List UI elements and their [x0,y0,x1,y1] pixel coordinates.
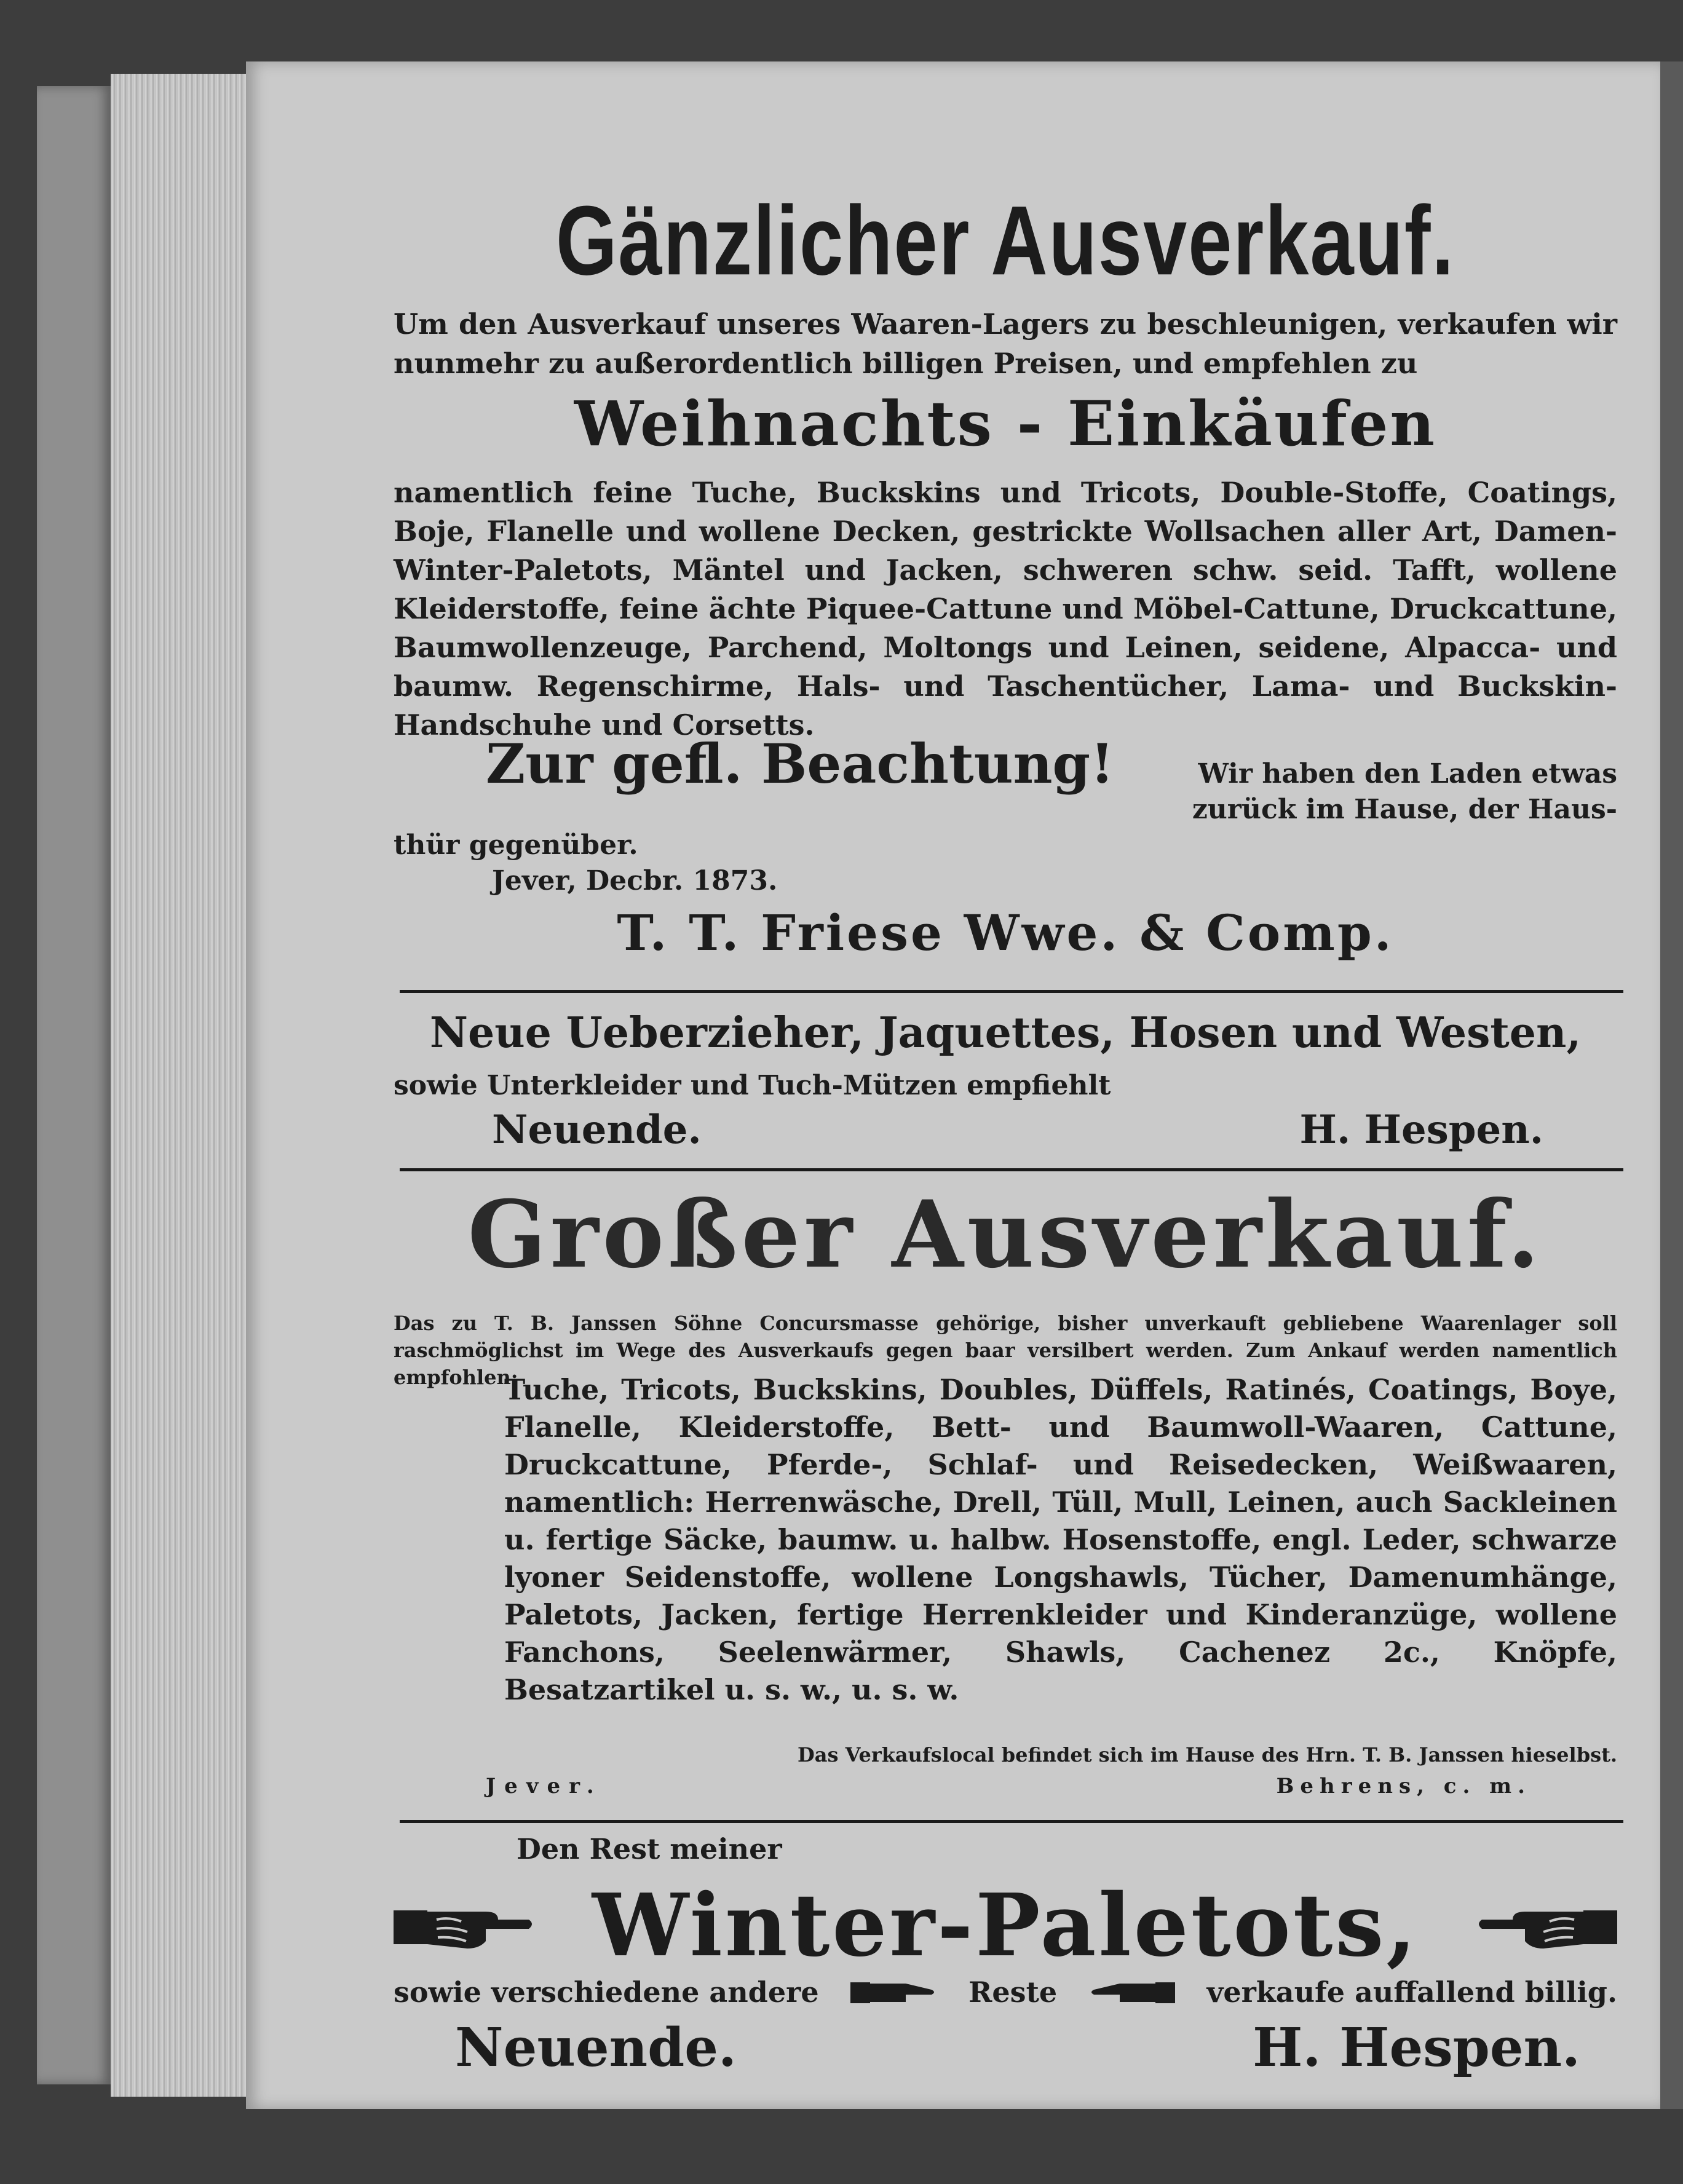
ad3-intro: Das zu T. B. Janssen Söhne Concursmasse gehörige, bisher unverkauft gebliebene Waarenlager soll raschmöglichst im Wege des Ausverkaufs gegen baar versilbert werden. Zum Ankauf werden namentlich empfohlen: [394,1312,1617,1389]
ad1-headline: Gänzlicher Ausverkauf. [556,186,1455,296]
ad4-line-mid: Reste [968,1976,1058,2009]
ad1-notice-text-1: Wir haben den Laden etwas [1198,758,1617,789]
pointing-hand-right-icon [394,1892,535,1960]
ad3-location-note: Das Verkaufslocal befindet sich im Hause des Hrn. T. B. Janssen hieselbst. [798,1743,1617,1767]
ad1-notice-text-3: thür gegenüber. [394,829,638,861]
divider-1 [400,990,1623,993]
ad2-footer [394,1107,1617,1153]
small-hand-right-icon [850,1974,937,2011]
ad2-signature: H. Hespen. [1299,1107,1543,1153]
ad4-footer [394,2017,1617,2079]
ad1-intro: Um den Ausverkauf unseres Waaren-Lagers zu beschleunigen, verkaufen wir nunmehr zu außerordentlich billigen Preisen, und empfehlen zu [394,307,1617,380]
ad1-notice-text-2: zurück im Hause, der Haus- [1192,794,1617,825]
ad3-signature: Behrens, c. m. [1276,1774,1531,1798]
small-hand-left-icon [1089,1974,1175,2011]
ad4-place: Neuende. [455,2017,737,2079]
ad3-place: Jever. [486,1774,603,1798]
ad4-lead: Den Rest meiner [517,1832,782,1866]
ad4-line-end: verkaufe auffallend billig. [1206,1976,1617,2009]
ad4-headline: Winter-Paletots, [592,1875,1419,1976]
ad3-body: Tuche, Tricots, Buckskins, Doubles, Düffels, Ratinés, Coatings, Boye, Flanelle, Kleiderstoffe, Bett- und Baumwoll-Waaren, Cattune, Druckcattune, Pferde-, Schlaf- und Reisedecken, Weißwaaren, namentlich: Herrenwäsche, Drell, Tüll, Mull, Leinen, auch Sackleinen u. fertige Säcke, baumw. u. halbw. Hosenstoffe, engl. Leder, schwarze lyoner Seidenstoffe, wollene Longshawls, Tücher, Damenumhänge, Paletots, Jacken, fertige Herrenkleider und Kinderanzüge, wollene Fanchons, Seelenwärmer, Shawls, Cachenez 2c., Knöpfe, Besatzartikel u. s. w., u. s. w. [504,1373,1617,1706]
book-binding [37,86,111,2084]
ad2-headline: Neue Ueberzieher, Jaquettes, Hosen und Westen, [429,1008,1582,1058]
page-edges [111,74,252,2097]
ad4-signature: H. Hespen. [1253,2017,1580,2079]
ad4-line-start: sowie verschiedene andere [394,1976,819,2009]
ad1-body: namentlich feine Tuche, Buckskins und Tricots, Double-Stoffe, Coatings, Boje, Flanelle und wollene Decken, gestrickte Wollsachen aller Art, Damen-Winter-Paletots, Mäntel und Jacken, schweren schw. seid. Tafft, wollene Kleiderstoffe, feine ächte Piquee-Cattune und Möbel-Cattune, Druckcattune, Baumwollenzeuge, Parchend, Moltongs und Leinen, seidene, Alpacca- und baumw. Regenschirme, Hals- und Taschentücher, Lama- und Buckskin-Handschuhe und Corsetts. [394,476,1617,742]
ad4-headline-row [394,1875,1617,1976]
newspaper-page [246,61,1660,2109]
ad1-subheadline: Weihnachts - Einkäufen [574,387,1437,460]
ad1-notice [394,732,1617,899]
ad3-footer [394,1774,1617,1798]
facing-page-edge [1660,61,1683,2109]
ad2-place: Neuende. [492,1107,702,1153]
ad2-line2: sowie Unterkleider und Tuch-Mützen empfiehlt [394,1070,1111,1101]
divider-2 [400,1168,1623,1171]
pointing-hand-left-icon [1476,1892,1617,1960]
ad4-line [394,1974,1617,2011]
ad1-notice-heading: Zur gefl. Beachtung! [486,732,1114,796]
ad3-headline: Großer Ausverkauf. [467,1181,1543,1289]
ad1-dateline: Jever, Decbr. 1873. [492,865,778,896]
divider-3 [400,1820,1623,1823]
ad1-signature: T. T. Friese Wwe. & Comp. [617,904,1394,962]
